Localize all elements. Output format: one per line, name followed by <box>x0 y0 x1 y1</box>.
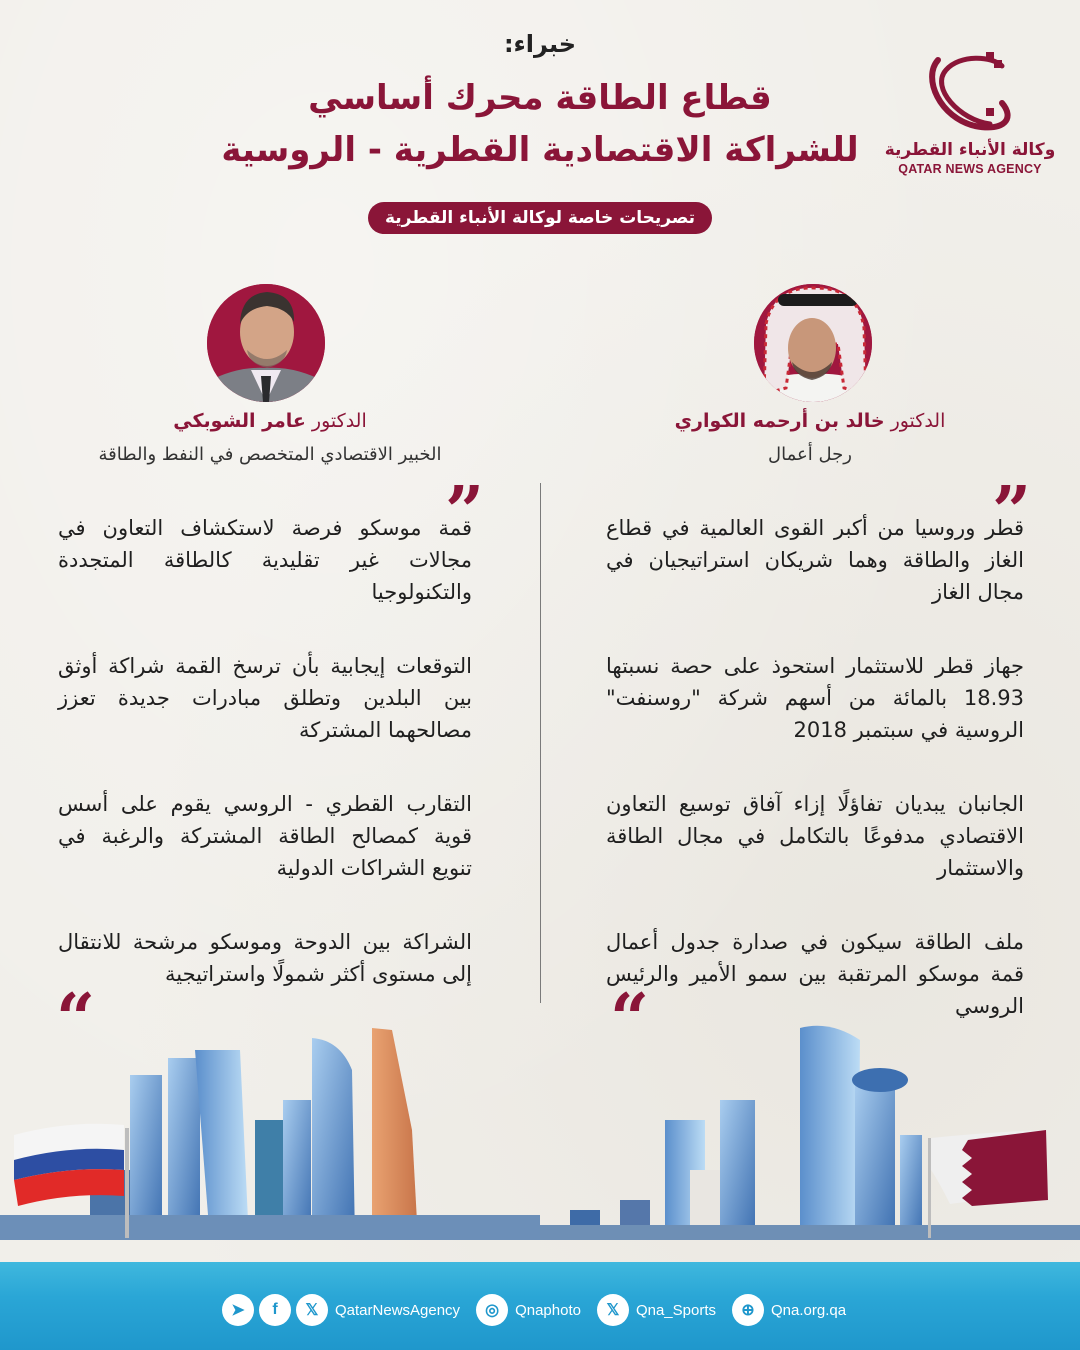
qna-logo <box>880 48 1060 178</box>
title-line-1: قطاع الطاقة محرك أساسي <box>308 78 772 118</box>
quotes-right-column <box>606 512 1024 1064</box>
kicker: خبراء: <box>503 30 577 58</box>
avatar-amer-shobaki <box>207 284 325 402</box>
social-footer <box>222 1292 862 1328</box>
logo-name-english: QATAR NEWS AGENCY <box>898 162 1042 176</box>
quote-paragraph: التقارب القطري - الروسي يقوم على أسس قوية كمصالح الطاقة المشتركة والرغبة في تنويع الشراكات الدولية <box>58 792 472 880</box>
social-handle-qatarnewsagency[interactable]: QatarNewsAgency <box>335 1301 461 1319</box>
quote-paragraph: جهاز قطر للاستثمار استحوذ على حصة نسبتها 18.93 بالمائة من أسهم شركة "روسنفت" الروسية في سبتمبر 2018 <box>606 654 1024 742</box>
x-icon[interactable]: 𝕏 <box>296 1294 328 1326</box>
column-divider <box>540 483 541 1003</box>
expert-title: الدكتور <box>890 410 946 432</box>
avatar-khalid-alkuwari <box>754 284 872 402</box>
exclusive-badge: تصريحات خاصة لوكالة الأنباء القطرية <box>368 202 712 234</box>
social-handle-qnaphoto[interactable]: Qnaphoto <box>515 1301 581 1319</box>
quote-paragraph: قمة موسكو فرصة لاستكشاف التعاون في مجالات غير تقليدية كالطاقة المتجددة والتكنولوجيا <box>58 516 472 604</box>
skyline-illustration <box>0 1020 1080 1260</box>
quote-open-icon: ” <box>445 478 485 518</box>
quotes-left-column <box>58 512 472 1032</box>
quote-paragraph: قطر وروسيا من أكبر القوى العالمية في قطاع الغاز والطاقة وهما شريكان استراتيجيان في مجال الغاز <box>606 516 1024 604</box>
logo-name-arabic: وكالة الأنباء القطرية <box>884 140 1056 160</box>
expert-fullname: خالد بن أرحمه الكواري <box>674 410 885 432</box>
quote-paragraph: التوقعات إيجابية بأن ترسخ القمة شراكة أوثق بين البلدين وتطلق مبادرات جديدة تعزز مصالحهما المشتركة <box>58 654 472 742</box>
portrait-suit-man <box>207 284 325 402</box>
page-title <box>180 72 900 176</box>
social-handle-qna-sports[interactable]: Qna_Sports <box>635 1301 716 1319</box>
quote-paragraph: ملف الطاقة سيكون في صدارة جدول أعمال قمة موسكو المرتقبة بين سمو الأمير والرئيس الروسي <box>606 930 1024 1018</box>
globe-icon[interactable]: ⊕ <box>732 1294 764 1326</box>
expert-fullname: عامر الشوبكي <box>173 410 306 432</box>
quote-close-icon: “ <box>610 985 650 1025</box>
expert-name-right <box>640 410 980 432</box>
x-icon[interactable]: 𝕏 <box>597 1294 629 1326</box>
expert-name-left <box>60 410 480 432</box>
quote-paragraph: الشراكة بين الدوحة وموسكو مرشحة للانتقال إلى مستوى أكثر شمولًا واستراتيجية <box>58 930 472 986</box>
expert-title: الدكتور <box>311 410 367 432</box>
expert-role-left: الخبير الاقتصادي المتخصص في النفط والطاقة <box>98 444 442 465</box>
website-link[interactable]: Qna.org.qa <box>771 1301 847 1319</box>
telegram-icon[interactable]: ➤ <box>222 1294 254 1326</box>
qna-emblem-icon <box>920 48 1020 136</box>
quote-paragraph: الجانبان يبديان تفاؤلًا إزاء آفاق توسيع التعاون الاقتصادي مدفوعًا بالتكامل في مجال الطاقة والاستثمار <box>606 792 1024 880</box>
portrait-ghutra-man <box>754 284 872 402</box>
quote-open-icon: ” <box>992 478 1032 518</box>
facebook-icon[interactable]: f <box>259 1294 291 1326</box>
quote-close-icon: “ <box>56 985 96 1025</box>
instagram-icon[interactable]: ◎ <box>476 1294 508 1326</box>
qatar-flag-icon <box>928 1130 1048 1238</box>
expert-role-right: رجل أعمال <box>768 444 852 465</box>
title-line-2: للشراكة الاقتصادية القطرية - الروسية <box>221 130 859 170</box>
